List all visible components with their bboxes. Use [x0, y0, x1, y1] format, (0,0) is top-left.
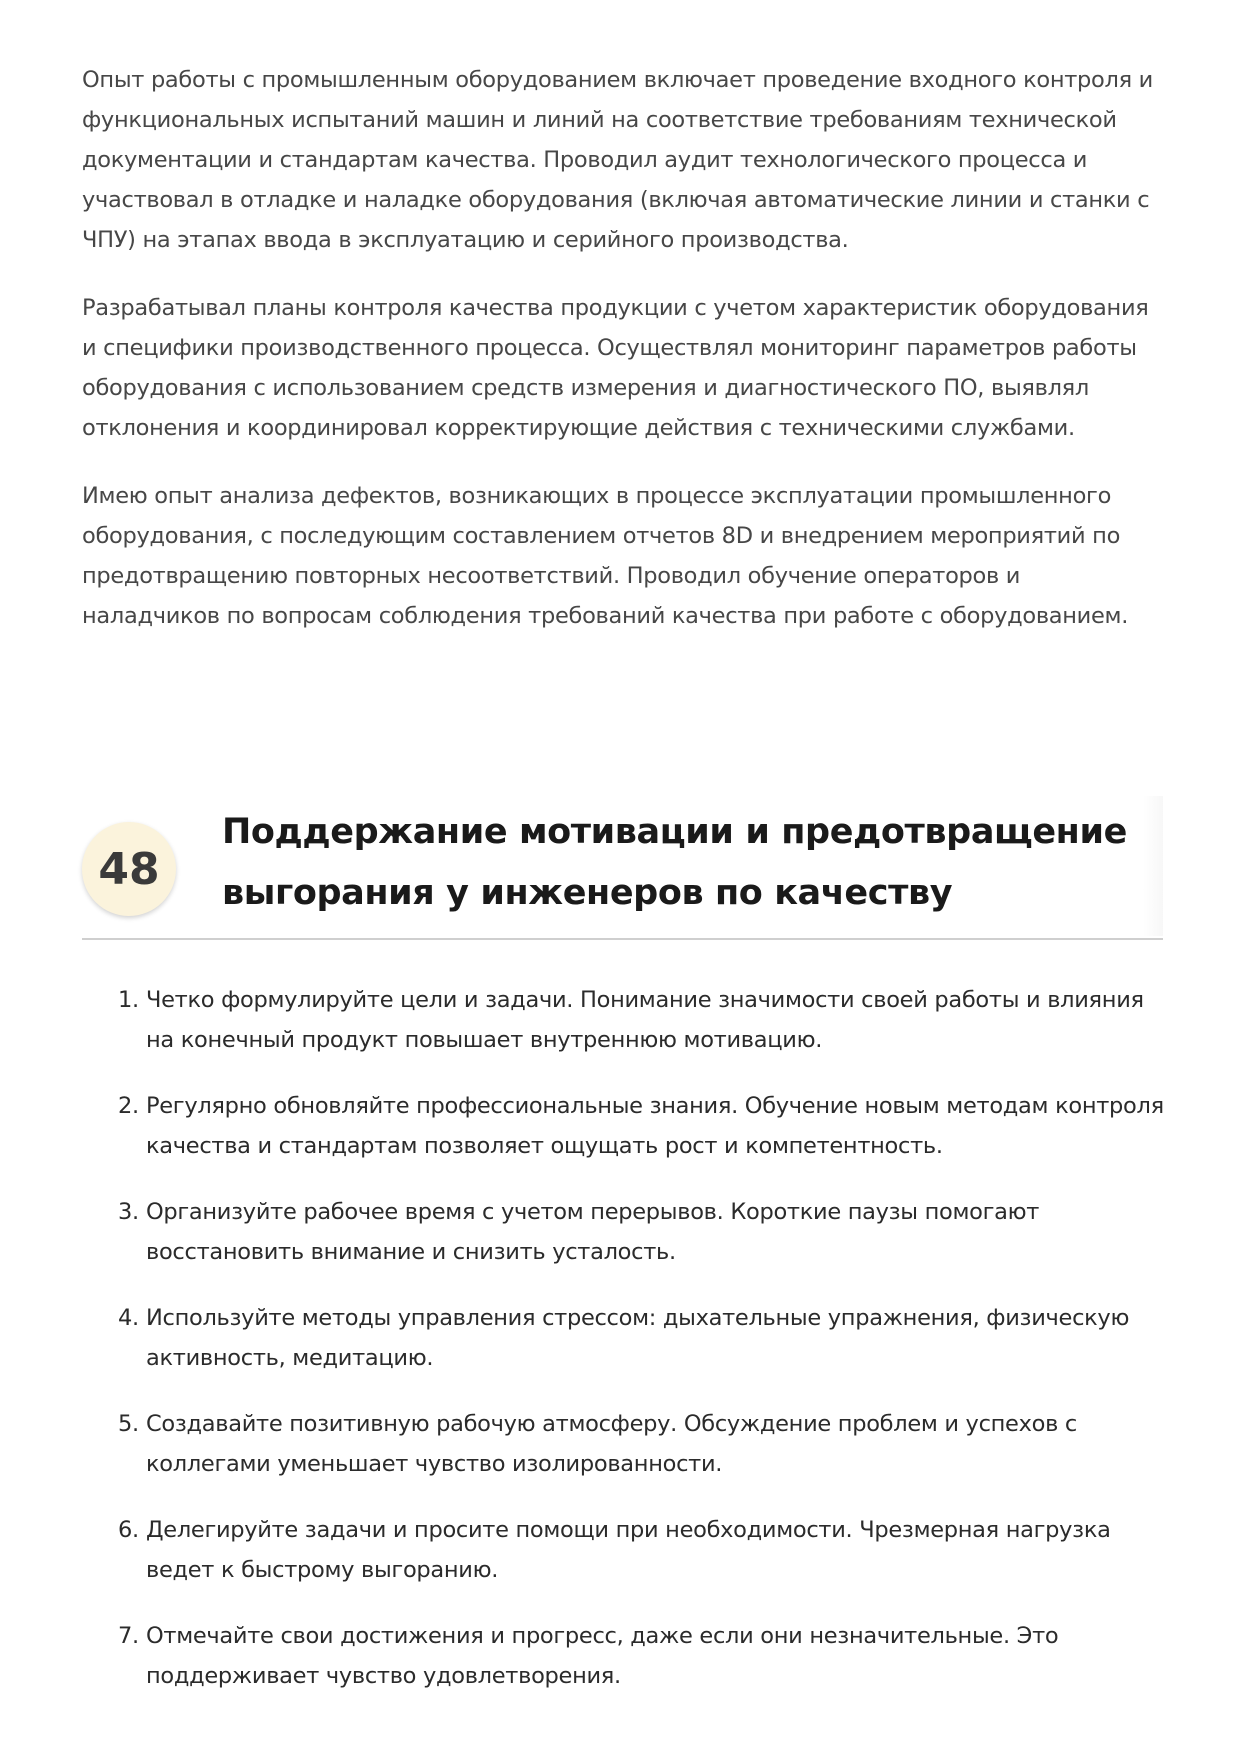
tips-list	[82, 980, 1164, 1696]
intro-paragraph: Разрабатывал планы контроля качества продукции с учетом характеристик оборудования и специфики производственного процесса. Осуществлял мониторинг параметров работы оборудования с использованием средств измерения и диагностического ПО, выявлял отклонения и координировал корректирующие действия с техническими службами.	[82, 295, 1149, 441]
list-item-text: Регулярно обновляйте профессиональные знания. Обучение новым методам контроля качества и стандартам позволяет ощущать рост и компетентность.	[146, 1093, 1164, 1159]
list-item-text: Используйте методы управления стрессом: дыхательные упражнения, физическую активность, медитацию.	[146, 1305, 1130, 1371]
section-title: Поддержание мотивации и предотвращение выгорания у инженеров по качеству	[222, 812, 1127, 913]
list-item	[82, 1510, 1164, 1590]
list-item-number: 3.	[118, 1199, 139, 1225]
list-item-number: 7.	[118, 1623, 139, 1649]
list-item-text: Организуйте рабочее время с учетом перерывов. Короткие паузы помогают восстановить внимание и снизить усталость.	[146, 1199, 1040, 1265]
list-item-text: Делегируйте задачи и просите помощи при необходимости. Чрезмерная нагрузка ведет к быстрому выгоранию.	[146, 1517, 1111, 1583]
list-item-number: 5.	[118, 1411, 139, 1437]
list-item	[82, 980, 1164, 1060]
list-item	[82, 1616, 1164, 1696]
section-number-badge: 48	[82, 822, 176, 916]
list-item	[82, 1404, 1164, 1484]
section-header	[82, 792, 1163, 940]
list-item-number: 6.	[118, 1517, 139, 1543]
list-item-text: Отмечайте свои достижения и прогресс, даже если они незначительные. Это поддерживает чувство удовлетворения.	[146, 1623, 1059, 1689]
intro-paragraph: Опыт работы с промышленным оборудованием включает проведение входного контроля и функциональных испытаний машин и линий на соответствие требованиям технической документации и стандартам качества. Проводил аудит технологического процесса и участвовал в отладке и наладке оборудования (включая автоматические линии и станки с ЧПУ) на этапах ввода в эксплуатацию и серийного производства.	[82, 67, 1153, 253]
list-item-number: 2.	[118, 1093, 139, 1119]
list-item-text: Четко формулируйте цели и задачи. Понимание значимости своей работы и влияния на конечный продукт повышает внутреннюю мотивацию.	[146, 987, 1144, 1053]
list-item-number: 1.	[118, 987, 139, 1013]
list-item	[82, 1086, 1164, 1166]
list-item-text: Создавайте позитивную рабочую атмосферу. Обсуждение проблем и успехов с коллегами уменьшает чувство изолированности.	[146, 1411, 1077, 1477]
intro-paragraph: Имею опыт анализа дефектов, возникающих в процессе эксплуатации промышленного оборудования, с последующим составлением отчетов 8D и внедрением мероприятий по предотвращению повторных несоответствий. Проводил обучение операторов и наладчиков по вопросам соблюдения требований качества при работе с оборудованием.	[82, 483, 1129, 629]
intro-text-block	[82, 60, 1162, 636]
list-item	[82, 1298, 1164, 1378]
list-item	[82, 1192, 1164, 1272]
header-shade	[1143, 796, 1163, 936]
list-item-number: 4.	[118, 1305, 139, 1331]
